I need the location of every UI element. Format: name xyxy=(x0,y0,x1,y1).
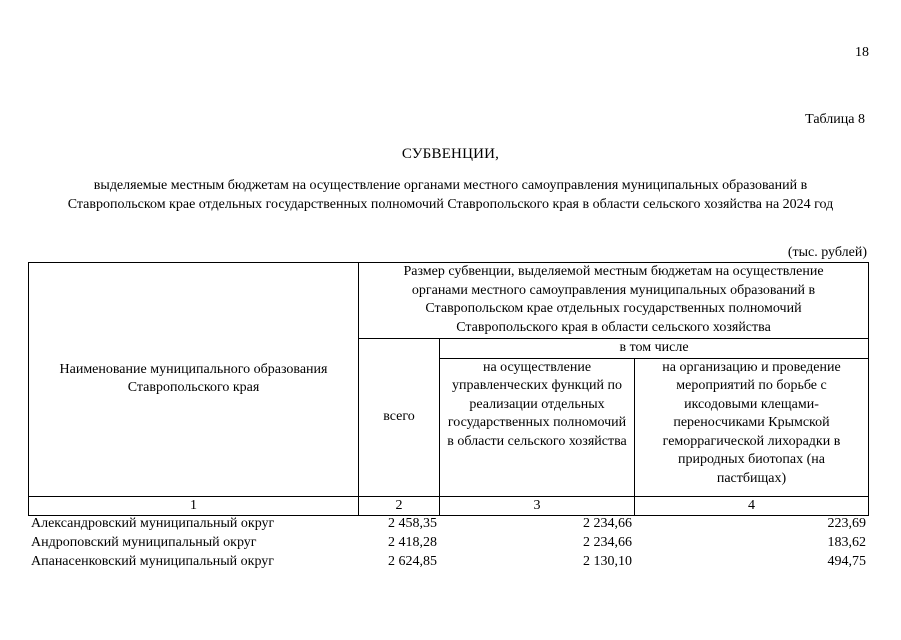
header-tick-control: на организацию и проведение мероприятий по борьбе с иксодовыми клещами-переносчиками Крымской геморрагической лихорадки в природных биотопах (на пастбищах) xyxy=(635,358,869,496)
row-tick-control: 494,75 xyxy=(827,554,866,569)
column-number-2: 2 xyxy=(359,496,440,516)
column-number-1: 1 xyxy=(29,496,359,516)
row-management: 2 234,66 xyxy=(583,516,632,531)
row-management: 2 130,10 xyxy=(583,554,632,569)
subtitle-line-1: выделяемые местным бюджетам на осуществление органами местного самоуправления муниципальных образований в xyxy=(93,178,808,193)
row-municipality-name: Александровский муниципальный округ xyxy=(31,516,275,531)
table-label: Таблица 8 xyxy=(805,112,865,127)
row-total: 2 624,85 xyxy=(388,554,437,569)
table-row xyxy=(28,533,868,552)
page-number: 18 xyxy=(855,45,869,60)
header-name-column: Наименование муниципального образования Ставропольского края xyxy=(29,263,359,497)
row-municipality-name: Апанасенковский муниципальный округ xyxy=(31,554,275,569)
units-label: (тыс. рублей) xyxy=(787,245,867,260)
header-total: всего xyxy=(359,339,440,497)
subsidy-table-header xyxy=(28,262,869,516)
table-row xyxy=(28,552,868,571)
row-management: 2 234,66 xyxy=(583,535,632,550)
row-tick-control: 183,62 xyxy=(827,535,866,550)
column-number-3: 3 xyxy=(440,496,635,516)
row-tick-control: 223,69 xyxy=(827,516,866,531)
row-total: 2 458,35 xyxy=(388,516,437,531)
subsidy-table-body xyxy=(28,514,868,571)
row-municipality-name: Андроповский муниципальный округ xyxy=(31,535,257,550)
header-size-group: Размер субвенции, выделяемой местным бюджетам на осуществление органами местного самоуправления муниципальных образований в Ставропольском крае отдельных государственных полномочий Ставропольского края в области сельского хозяйства xyxy=(359,263,869,339)
document-subtitle xyxy=(20,176,881,214)
header-management-functions: на осуществление управленческих функций по реализации отдельных государственных полномочий в области сельского хозяйства xyxy=(440,358,635,496)
row-total: 2 418,28 xyxy=(388,535,437,550)
column-number-4: 4 xyxy=(635,496,869,516)
table-row xyxy=(28,514,868,533)
document-title: СУБВЕНЦИИ, xyxy=(401,146,500,162)
header-including: в том числе xyxy=(440,339,869,359)
subtitle-line-2: Ставропольском крае отдельных государственных полномочий Ставропольского края в области сельского хозяйства на 2024 год xyxy=(67,197,834,212)
